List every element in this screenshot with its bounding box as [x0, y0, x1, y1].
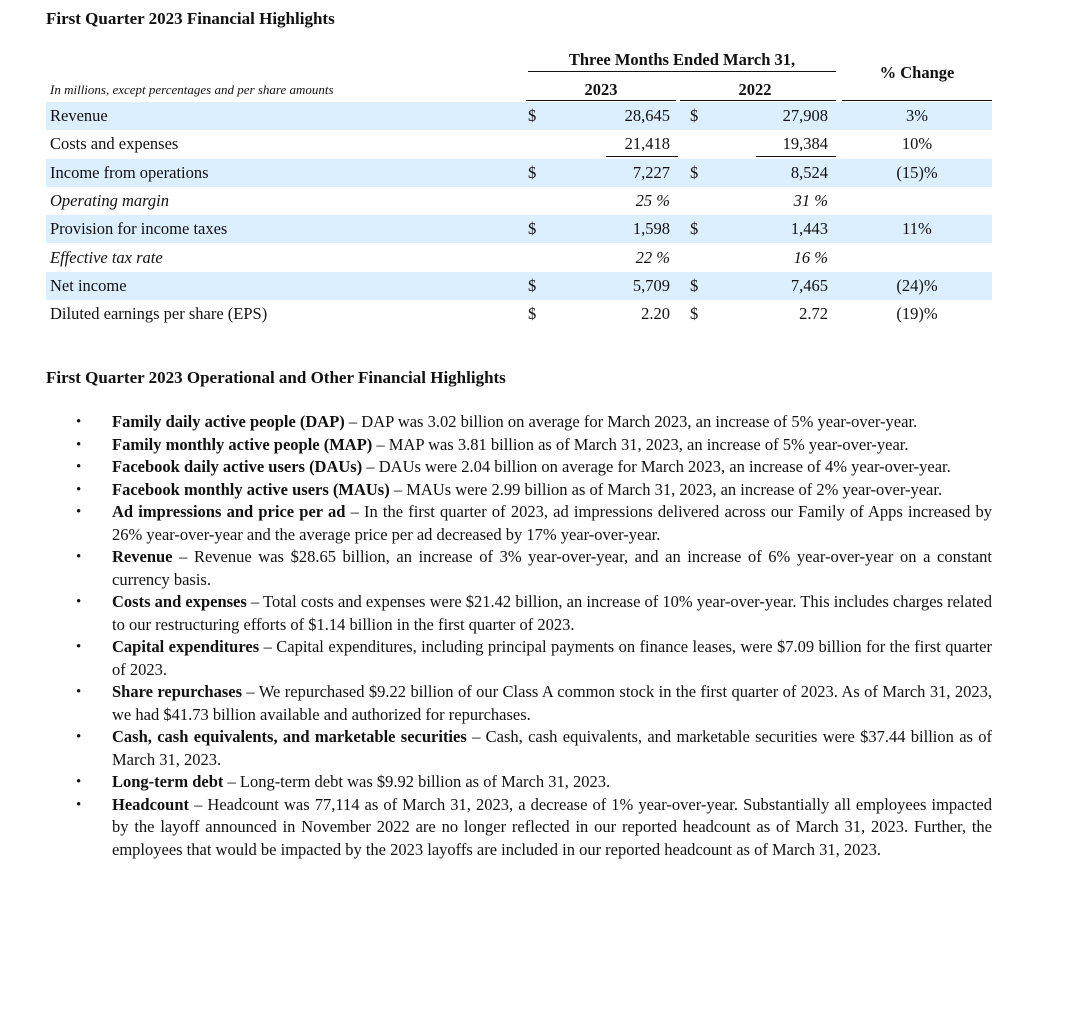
table-row	[46, 102, 992, 130]
pct-change: 3%	[906, 106, 928, 125]
list-item	[0, 591, 992, 636]
currency-2023: $	[528, 304, 537, 324]
list-item-text: – Cash, cash equivalents, and marketable securities were $37.44 billion as of March 31, 2023.	[112, 727, 993, 769]
header-rule-pct	[842, 100, 992, 101]
operational-highlights-title: First Quarter 2023 Operational and Other Financial Highlights	[46, 368, 506, 387]
row-label: Operating margin	[50, 190, 170, 210]
list-item	[0, 434, 992, 457]
list-item-text: – DAUs were 2.04 billion on average for March 2023, an increase of 4% year-over-year.	[362, 457, 951, 476]
list-item-text: – Total costs and expenses were $21.42 billion, an increase of 10% year-over-year. This includes charges related to our restructuring efforts of $1.14 billion in the first quarter of 2023.	[112, 592, 992, 634]
year-2022-header: 2022	[738, 80, 772, 99]
list-item	[0, 681, 992, 726]
header-rule-2023	[526, 100, 676, 101]
table-row	[46, 187, 992, 215]
list-item-term: Costs and expenses	[112, 592, 247, 611]
table-row	[46, 244, 992, 272]
list-item-text: – In the first quarter of 2023, ad impressions delivered across our Family of Apps increased by 26% year-over-year and the average price per ad decreased by 17% year-over-year.	[112, 502, 992, 544]
list-item-text: – Headcount was 77,114 as of March 31, 2023, a decrease of 1% year-over-year. Substantially all employees impacted by the layoff announced in November 2022 are no longer reflected in our reported headcount as of March 31, 2023. Further, the employees that would be impacted by the 2023 layoffs are included in our reported headcount as of March 31, 2023.	[112, 794, 992, 859]
list-item-text: – MAUs were 2.99 billion as of March 31, 2023, an increase of 2% year-over-year.	[389, 479, 943, 499]
financial-highlights-title: First Quarter 2023 Financial Highlights	[46, 9, 335, 28]
list-item	[0, 636, 992, 681]
currency-2022: $	[690, 106, 699, 125]
bullet-dot-icon: •	[76, 459, 82, 475]
value-2023: 28,645	[624, 106, 670, 125]
list-item-term: Headcount	[112, 794, 190, 814]
subtotal-rule-2022	[756, 156, 836, 157]
list-item	[0, 411, 992, 434]
table-row	[46, 300, 992, 328]
list-item-text: – Revenue was $28.65 billion, an increase of 3% year-over-year, and an increase of 6% year-over-year on a constant currency basis.	[112, 547, 992, 589]
year-2023-header: 2023	[584, 80, 618, 99]
bullet-dot-icon: •	[76, 774, 82, 790]
list-item	[0, 771, 992, 794]
value-2022: 31 %	[793, 190, 828, 210]
list-item-text: – Capital expenditures, including principal payments on finance leases, were $7.09 billion for the first quarter of 2023.	[112, 637, 992, 679]
pct-change-header: % Change	[879, 63, 955, 82]
value-2022: 19,384	[782, 134, 828, 154]
list-item	[0, 501, 992, 546]
list-item-text: – DAP was 3.02 billion on average for March 2023, an increase of 5% year-over-year.	[344, 412, 918, 431]
list-item-term: Capital expenditures	[112, 637, 260, 656]
bullet-dot-icon: •	[76, 549, 82, 565]
value-2022: 1,443	[790, 219, 828, 239]
operational-highlights-list	[0, 411, 1080, 861]
bullet-dot-icon: •	[76, 639, 82, 655]
list-item-term: Family daily active people (DAP)	[112, 412, 345, 431]
table-row	[46, 215, 992, 243]
pct-change: 11%	[902, 219, 932, 239]
row-label: Diluted earnings per share (EPS)	[50, 304, 268, 324]
list-item-term: Family monthly active people (MAP)	[112, 434, 373, 454]
list-item	[0, 479, 992, 502]
bullet-dot-icon: •	[76, 594, 82, 610]
currency-2022: $	[690, 304, 699, 324]
value-2023: 22 %	[635, 247, 670, 267]
value-2023: 25 %	[635, 190, 670, 210]
table-row	[46, 159, 992, 187]
list-item	[0, 794, 992, 862]
currency-2022: $	[690, 219, 699, 239]
row-label: Effective tax rate	[50, 247, 163, 267]
currency-2023: $	[528, 106, 537, 125]
currency-2023: $	[528, 162, 537, 182]
bullet-dot-icon: •	[76, 436, 82, 453]
value-2022: 27,908	[782, 106, 828, 125]
list-item-term: Cash, cash equivalents, and marketable securities	[112, 727, 467, 746]
list-item-term: Facebook daily active users (DAUs)	[112, 457, 363, 476]
header-rule-2022	[680, 100, 836, 101]
financial-highlights-table	[46, 46, 992, 330]
value-2023: 2.20	[641, 304, 670, 324]
bullet-dot-icon: •	[76, 481, 82, 498]
list-item-term: Long-term debt	[112, 772, 224, 791]
pct-change: (24)%	[896, 275, 938, 295]
table-row	[46, 272, 992, 300]
list-item-term: Share repurchases	[112, 682, 243, 701]
value-2023: 7,227	[632, 162, 670, 182]
list-item-term: Revenue	[112, 547, 173, 566]
list-item-text: – Long-term debt was $9.92 billion as of March 31, 2023.	[223, 772, 611, 791]
value-2023: 1,598	[632, 219, 670, 239]
table-row	[46, 130, 992, 158]
value-2023: 5,709	[632, 275, 670, 295]
list-item-term: Ad impressions and price per ad	[112, 502, 346, 521]
currency-2023: $	[528, 275, 537, 295]
value-2022: 2.72	[799, 304, 828, 324]
pct-change: (19)%	[896, 304, 938, 324]
list-item-term: Facebook monthly active users (MAUs)	[112, 479, 390, 499]
list-item-text: – We repurchased $9.22 billion of our Class A common stock in the first quarter of 2023. As of March 31, 2023, we had $41.73 billion available and authorized for repurchases.	[112, 682, 992, 724]
list-item	[0, 546, 992, 591]
list-item-text: – MAP was 3.81 billion as of March 31, 2023, an increase of 5% year-over-year.	[372, 434, 909, 454]
pct-change: 10%	[901, 134, 933, 154]
value-2022: 8,524	[790, 162, 828, 182]
currency-2022: $	[690, 275, 699, 295]
value-2022: 16 %	[793, 247, 828, 267]
currency-2022: $	[690, 162, 699, 182]
bullet-dot-icon: •	[76, 796, 82, 813]
period-header: Three Months Ended March 31,	[568, 50, 796, 69]
subtotal-rule-2023	[606, 156, 678, 157]
bullet-dot-icon: •	[76, 414, 82, 430]
period-header-rule	[528, 71, 836, 72]
list-item	[0, 456, 992, 479]
row-label: Income from operations	[50, 162, 209, 182]
row-label: Provision for income taxes	[50, 219, 228, 239]
row-label: Revenue	[50, 106, 108, 125]
row-label: Net income	[50, 275, 127, 295]
currency-2023: $	[528, 219, 537, 239]
bullet-dot-icon: •	[76, 504, 82, 520]
bullet-dot-icon: •	[76, 684, 82, 700]
row-label: Costs and expenses	[50, 134, 179, 154]
units-note: In millions, except percentages and per share amounts	[50, 82, 334, 97]
value-2023: 21,418	[624, 134, 670, 154]
list-item	[0, 726, 992, 771]
bullet-dot-icon: •	[76, 729, 82, 745]
value-2022: 7,465	[790, 275, 828, 295]
pct-change: (15)%	[896, 162, 938, 182]
